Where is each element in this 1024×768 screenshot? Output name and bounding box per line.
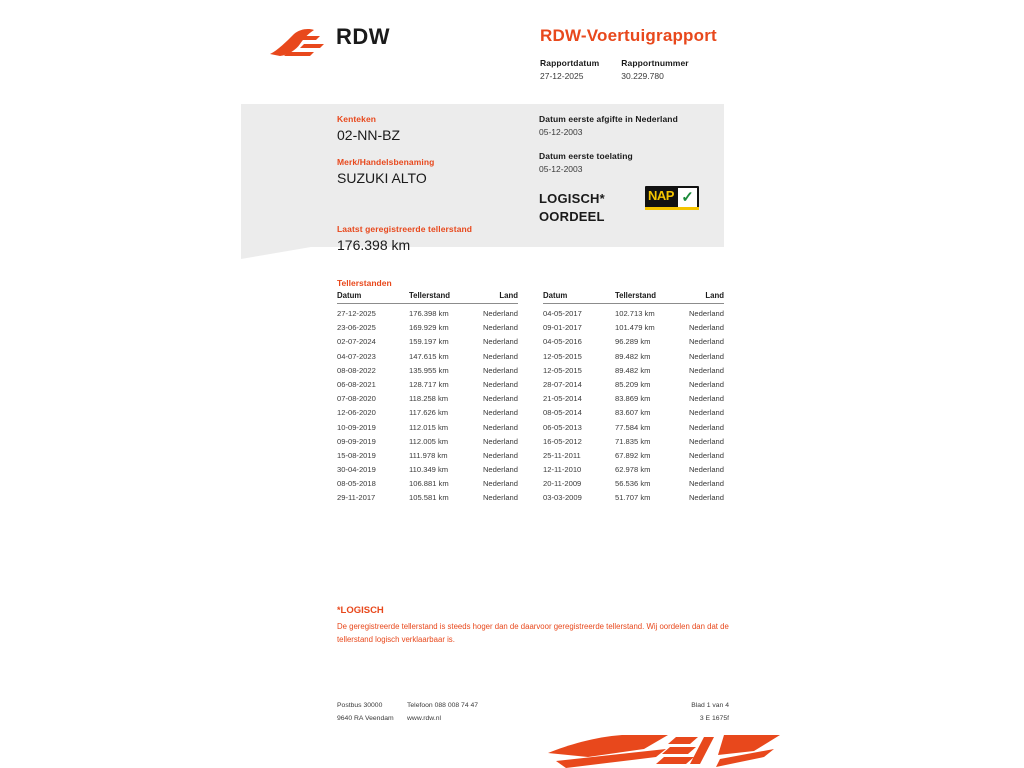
cell-land: Nederland: [482, 408, 518, 418]
cell-datum: 08-05-2018: [337, 479, 376, 489]
footer-contact: [407, 700, 547, 726]
cell-datum: 12-06-2020: [337, 408, 376, 418]
cell-datum: 04-05-2017: [543, 309, 582, 318]
cell-tellerstand: 71.835 km: [615, 436, 651, 446]
footnote-title-text: LOGISCH: [340, 605, 384, 616]
nap-stripe: [645, 207, 699, 210]
cell-datum: 21-05-2014: [543, 394, 582, 404]
cell-tellerstand: 56.536 km: [615, 479, 651, 489]
cell-land: Nederland: [688, 465, 724, 475]
table-row: [337, 434, 518, 448]
verdict-line-2: OORDEEL: [539, 208, 605, 224]
cell-land: Nederland: [482, 465, 518, 475]
rdw-footer-graphic-icon: [548, 735, 788, 768]
col-datum: Datum: [543, 291, 615, 304]
footer-address: [337, 700, 407, 726]
table-row: [543, 377, 724, 391]
table-row: [337, 349, 518, 363]
cell-datum: 04-07-2023: [337, 351, 376, 361]
meta-report-number: [621, 58, 688, 81]
footer-page-number: Blad 1 van 4: [691, 702, 729, 709]
tellerstanden-left-body: [337, 304, 518, 506]
cell-datum: 08-05-2014: [543, 408, 582, 418]
cell-tellerstand: 112.005 km: [409, 436, 449, 446]
table-row: [337, 377, 518, 391]
tellerstanden-table-right: [543, 291, 724, 505]
cell-land: Nederland: [482, 493, 518, 503]
footer-website[interactable]: www.rdw.nl: [407, 714, 441, 722]
table-row: [337, 363, 518, 377]
table-row: [337, 321, 518, 335]
cell-tellerstand: 85.209 km: [615, 379, 651, 389]
cell-land: Nederland: [688, 408, 724, 418]
cell-land: Nederland: [482, 450, 518, 460]
cell-datum: 12-11-2010: [543, 465, 582, 475]
cell-land: Nederland: [482, 436, 518, 446]
cell-tellerstand: 67.892 km: [615, 450, 651, 460]
footer-phone: Telefoon 088 008 74 47: [407, 702, 479, 709]
cell-land: Nederland: [688, 436, 724, 446]
nap-badge-label: NAP: [648, 188, 674, 203]
table-row: [337, 420, 518, 434]
cell-tellerstand: 117.626 km: [409, 408, 449, 418]
cell-land: Nederland: [482, 479, 518, 489]
cell-tellerstand: 77.584 km: [615, 422, 651, 432]
table-row: [543, 477, 724, 491]
footer-pagination: [619, 700, 729, 726]
cell-land: Nederland: [688, 479, 724, 489]
tellerstanden-table-left: [337, 291, 518, 505]
cell-tellerstand: 102.713 km: [615, 309, 655, 318]
cell-tellerstand: 118.258 km: [409, 394, 449, 404]
cell-tellerstand: 147.615 km: [409, 351, 449, 361]
eerste-toelating-label: Datum eerste toelating: [539, 151, 633, 161]
footnote-star: *: [337, 605, 341, 615]
cell-datum: 07-08-2020: [337, 394, 376, 404]
nap-badge-icon: [645, 186, 699, 210]
nap-check-icon: ✓: [678, 188, 697, 207]
footer-address-line-2: 9640 RA Veendam: [337, 714, 394, 722]
cell-datum: 29-11-2017: [337, 493, 376, 503]
table-row: [543, 434, 724, 448]
cell-land: Nederland: [688, 323, 724, 333]
rdw-logo-icon: [268, 28, 328, 60]
cell-land: Nederland: [688, 351, 724, 361]
cell-tellerstand: 111.978 km: [409, 450, 448, 460]
laatste-tellerstand-value: 176.398 km: [337, 237, 411, 253]
cell-land: Nederland: [482, 365, 518, 375]
col-land: Land: [471, 291, 518, 304]
footnote-title: [337, 605, 384, 616]
footer-address-line-1: Postbus 30000: [337, 702, 383, 709]
cell-datum: 02-07-2024: [337, 337, 376, 347]
cell-land: Nederland: [482, 309, 518, 318]
cell-datum: 28-07-2014: [543, 379, 582, 389]
cell-datum: 08-08-2022: [337, 365, 376, 375]
cell-tellerstand: 106.881 km: [409, 479, 449, 489]
cell-land: Nederland: [688, 309, 724, 318]
cell-land: Nederland: [688, 337, 724, 347]
cell-tellerstand: 83.869 km: [615, 394, 651, 404]
cell-land: Nederland: [688, 365, 724, 375]
meta-report-date-label: Rapportdatum: [540, 58, 600, 68]
cell-land: Nederland: [688, 493, 724, 503]
table-row: [337, 462, 518, 476]
table-row: [337, 477, 518, 491]
cell-land: Nederland: [482, 337, 518, 347]
eerste-afgifte-label: Datum eerste afgifte in Nederland: [539, 114, 678, 124]
table-row: [337, 335, 518, 349]
table-row: [543, 491, 724, 505]
cell-datum: 09-09-2019: [337, 436, 376, 446]
table-row: [543, 349, 724, 363]
cell-tellerstand: 105.581 km: [409, 493, 449, 503]
cell-tellerstand: 96.289 km: [615, 337, 651, 347]
cell-datum: 12-05-2015: [543, 365, 582, 375]
table-row: [337, 304, 518, 321]
cell-tellerstand: 169.929 km: [409, 323, 449, 333]
table-row: [543, 420, 724, 434]
verdict-text: [539, 190, 605, 225]
meta-report-number-value: 30.229.780: [621, 71, 664, 81]
table-row: [543, 462, 724, 476]
cell-tellerstand: 51.707 km: [615, 493, 651, 503]
merk-value: SUZUKI ALTO: [337, 170, 427, 186]
cell-datum: 16-05-2012: [543, 436, 582, 446]
meta-report-date-value: 27-12-2025: [540, 71, 584, 81]
cell-tellerstand: 128.717 km: [409, 379, 449, 389]
cell-land: Nederland: [688, 379, 724, 389]
cell-tellerstand: 83.607 km: [615, 408, 651, 418]
cell-datum: 30-04-2019: [337, 465, 376, 475]
cell-datum: 12-05-2015: [543, 351, 582, 361]
cell-datum: 25-11-2011: [543, 450, 581, 460]
table-row: [337, 491, 518, 505]
verdict-line-1: LOGISCH*: [539, 191, 605, 206]
cell-land: Nederland: [482, 422, 518, 432]
kenteken-label: Kenteken: [337, 114, 377, 124]
brand-title: RDW: [336, 24, 391, 49]
tellerstanden-title: Tellerstanden: [337, 278, 392, 288]
cell-datum: 06-05-2013: [543, 422, 582, 432]
report-meta: [540, 58, 689, 81]
table-row: [543, 363, 724, 377]
cell-tellerstand: 110.349 km: [409, 465, 449, 475]
eerste-afgifte-value: 05-12-2003: [539, 127, 583, 137]
cell-land: Nederland: [482, 394, 518, 404]
cell-land: Nederland: [688, 394, 724, 404]
cell-land: Nederland: [482, 379, 518, 389]
merk-label: Merk/Handelsbenaming: [337, 157, 435, 167]
footer-form-code: 3 E 1675f: [699, 714, 729, 722]
col-land: Land: [677, 291, 724, 304]
table-row: [337, 406, 518, 420]
kenteken-value: 02-NN-BZ: [337, 127, 401, 143]
cell-tellerstand: 176.398 km: [409, 309, 449, 318]
cell-tellerstand: 89.482 km: [615, 365, 651, 375]
cell-tellerstand: 89.482 km: [615, 351, 651, 361]
cell-land: Nederland: [482, 351, 518, 361]
table-header-row: [337, 291, 518, 304]
panel-notch-shape: [241, 247, 311, 259]
tellerstanden-right-body: [543, 304, 724, 506]
meta-report-number-label: Rapportnummer: [621, 58, 689, 68]
cell-datum: 20-11-2009: [543, 479, 582, 489]
table-row: [543, 406, 724, 420]
cell-land: Nederland: [688, 422, 724, 432]
col-datum: Datum: [337, 291, 409, 304]
table-row: [337, 392, 518, 406]
col-tellerstand: Tellerstand: [409, 291, 471, 304]
table-row: [543, 304, 724, 321]
summary-right-column: [539, 114, 729, 188]
cell-tellerstand: 101.479 km: [615, 323, 655, 333]
cell-datum: 03-03-2009: [543, 493, 582, 503]
cell-land: Nederland: [688, 450, 724, 460]
report-title: RDW-Voertuigrapport: [540, 26, 717, 45]
table-row: [337, 448, 518, 462]
cell-tellerstand: 62.978 km: [615, 465, 651, 475]
table-row: [543, 321, 724, 335]
table-row: [543, 392, 724, 406]
cell-tellerstand: 112.015 km: [409, 422, 449, 432]
table-row: [543, 335, 724, 349]
cell-datum: 15-08-2019: [337, 450, 376, 460]
cell-tellerstand: 135.955 km: [409, 365, 449, 375]
footnote-body: De geregistreerde tellerstand is steeds hoger dan de daarvoor geregistreerde tellerstand. Wij oordelen dan dat de tellerstand logisch verklaarbaar is.: [337, 622, 729, 644]
table-row: [543, 448, 724, 462]
cell-land: Nederland: [482, 323, 518, 333]
laatste-tellerstand-label: Laatst geregistreerde tellerstand: [337, 224, 473, 234]
table-header-row: [543, 291, 724, 304]
meta-report-date: [540, 58, 599, 81]
summary-left-column: [337, 114, 527, 267]
col-tellerstand: Tellerstand: [615, 291, 677, 304]
cell-datum: 09-01-2017: [543, 323, 582, 333]
cell-tellerstand: 159.197 km: [409, 337, 449, 347]
cell-datum: 23-06-2025: [337, 323, 376, 333]
eerste-toelating-value: 05-12-2003: [539, 164, 583, 174]
cell-datum: 27-12-2025: [337, 309, 376, 318]
cell-datum: 04-05-2016: [543, 337, 582, 347]
cell-datum: 10-09-2019: [337, 422, 376, 432]
cell-datum: 06-08-2021: [337, 379, 376, 389]
